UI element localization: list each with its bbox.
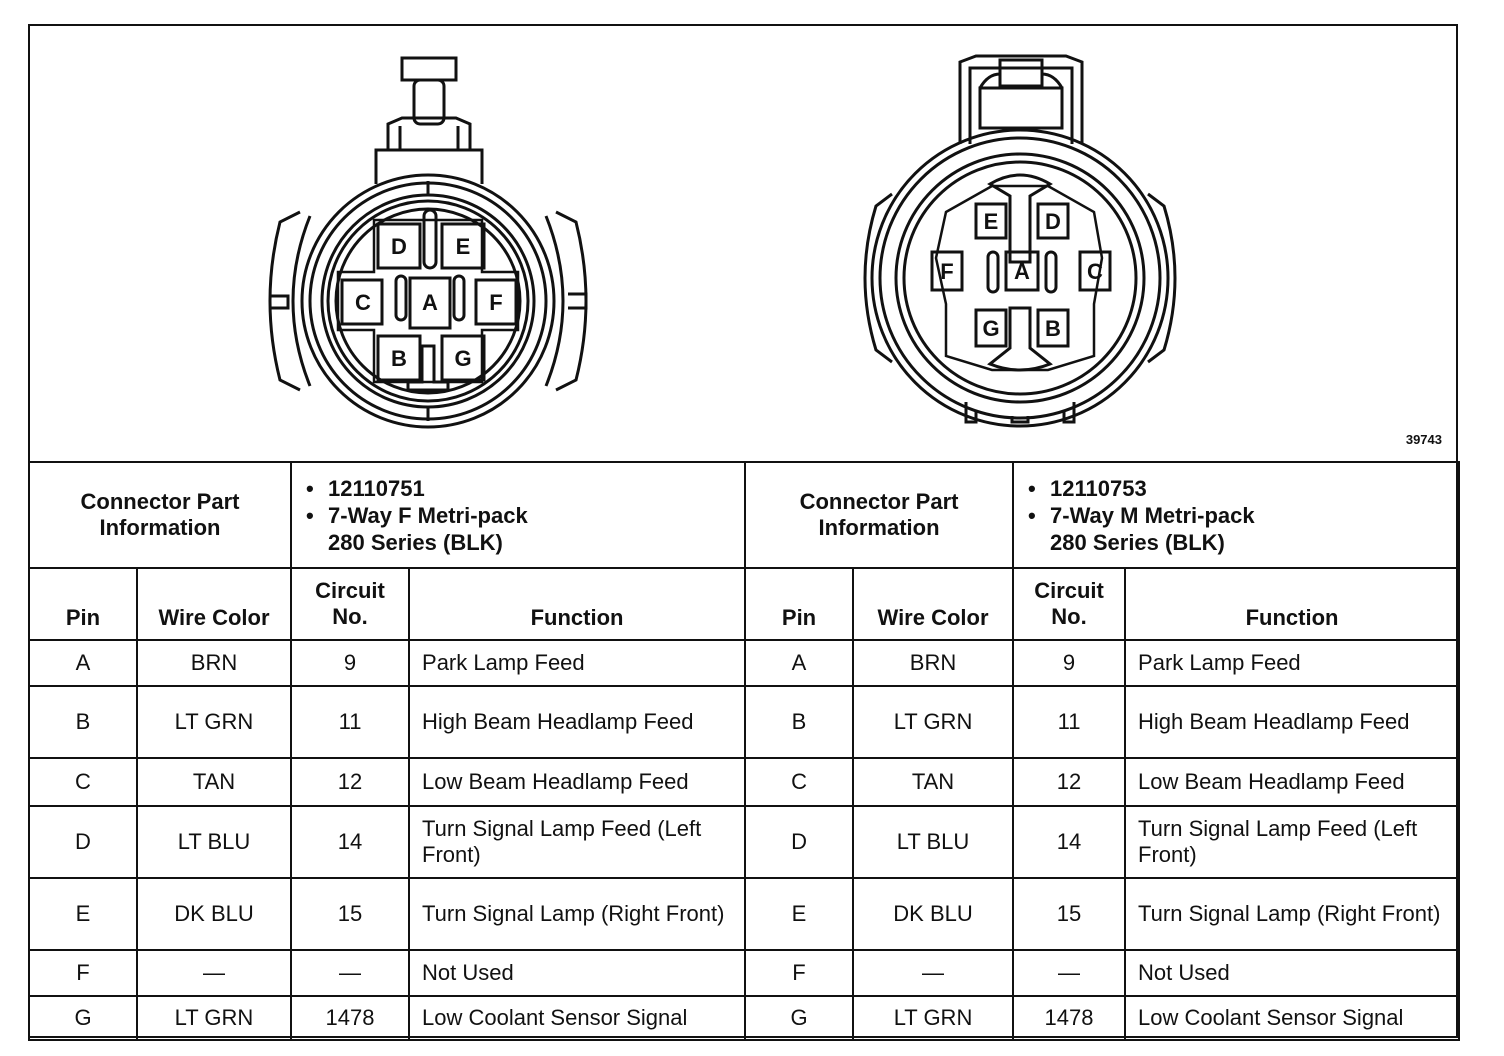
right-circuit-header: Circuit No. bbox=[1013, 568, 1125, 640]
left-circuit-cell: 11 bbox=[291, 686, 409, 758]
male-cavity-label: D bbox=[1045, 209, 1061, 234]
female-cavity-label: D bbox=[391, 234, 407, 259]
right-pin-cell: G bbox=[745, 996, 853, 1040]
left-pin-cell: D bbox=[29, 806, 137, 878]
left-pin-cell: G bbox=[29, 996, 137, 1040]
pinout-table-row bbox=[29, 878, 1459, 950]
left-pin-cell: E bbox=[29, 878, 137, 950]
left-function-cell: High Beam Headlamp Feed bbox=[409, 686, 745, 758]
right-wire-color-cell: — bbox=[853, 950, 1013, 996]
male-cavity-label: A bbox=[1014, 259, 1030, 284]
left-part-description: • 7-Way F Metri-pack bbox=[328, 502, 736, 529]
male-connector-drawing bbox=[865, 56, 1175, 426]
right-wire-color-cell: LT BLU bbox=[853, 806, 1013, 878]
right-part-series: 280 Series (BLK) bbox=[1050, 529, 1225, 555]
left-part-series: 280 Series (BLK) bbox=[328, 529, 503, 555]
pinout-table-row bbox=[29, 686, 1459, 758]
right-function-header: Function bbox=[1125, 568, 1459, 640]
left-pin-cell: C bbox=[29, 758, 137, 806]
right-function-cell: Low Coolant Sensor Signal bbox=[1125, 996, 1459, 1040]
right-function-cell: Turn Signal Lamp Feed (Left Front) bbox=[1125, 806, 1459, 878]
left-circuit-cell: 15 bbox=[291, 878, 409, 950]
female-cavity-label: F bbox=[489, 290, 503, 315]
right-wire-color-cell: TAN bbox=[853, 758, 1013, 806]
right-pin-header: Pin bbox=[745, 568, 853, 640]
right-circuit-cell: — bbox=[1013, 950, 1125, 996]
male-cavity-label: C bbox=[1087, 259, 1103, 284]
right-function-cell: Turn Signal Lamp (Right Front) bbox=[1125, 878, 1459, 950]
female-connector-drawing bbox=[270, 58, 586, 427]
left-connector-part-info bbox=[291, 462, 745, 568]
right-function-cell: Park Lamp Feed bbox=[1125, 640, 1459, 686]
right-wire-color-header: Wire Color bbox=[853, 568, 1013, 640]
right-connector-info-label: Connector Part Information bbox=[745, 462, 1013, 568]
pinout-table-row bbox=[29, 640, 1459, 686]
left-function-cell: Turn Signal Lamp Feed (Left Front) bbox=[409, 806, 745, 878]
right-circuit-cell: 15 bbox=[1013, 878, 1125, 950]
right-circuit-cell: 14 bbox=[1013, 806, 1125, 878]
left-wire-color-cell: LT GRN bbox=[137, 996, 291, 1040]
male-cavity-label: F bbox=[940, 259, 954, 284]
left-circuit-cell: 1478 bbox=[291, 996, 409, 1040]
left-circuit-cell: 14 bbox=[291, 806, 409, 878]
male-cavity-label: B bbox=[1045, 316, 1061, 341]
left-wire-color-cell: DK BLU bbox=[137, 878, 291, 950]
right-part-number: • 12110753 bbox=[1050, 475, 1450, 502]
left-function-cell: Low Coolant Sensor Signal bbox=[409, 996, 745, 1040]
right-wire-color-cell: BRN bbox=[853, 640, 1013, 686]
left-connector-info-label: Connector Part Information bbox=[29, 462, 291, 568]
right-circuit-cell: 11 bbox=[1013, 686, 1125, 758]
column-header-row bbox=[29, 568, 1459, 640]
right-circuit-cell: 1478 bbox=[1013, 996, 1125, 1040]
right-circuit-cell: 12 bbox=[1013, 758, 1125, 806]
left-wire-color-cell: LT BLU bbox=[137, 806, 291, 878]
left-wire-color-cell: BRN bbox=[137, 640, 291, 686]
connector-chart bbox=[28, 24, 1458, 1038]
right-pin-cell: F bbox=[745, 950, 853, 996]
right-pin-cell: A bbox=[745, 640, 853, 686]
left-pin-header: Pin bbox=[29, 568, 137, 640]
figure-reference-number: 39743 bbox=[1405, 432, 1442, 447]
right-wire-color-cell: LT GRN bbox=[853, 996, 1013, 1040]
left-wire-color-header: Wire Color bbox=[137, 568, 291, 640]
pinout-table-row bbox=[29, 950, 1459, 996]
left-function-cell: Low Beam Headlamp Feed bbox=[409, 758, 745, 806]
female-cavity-label: B bbox=[391, 346, 407, 371]
right-pin-cell: B bbox=[745, 686, 853, 758]
left-function-cell: Park Lamp Feed bbox=[409, 640, 745, 686]
male-cavity-label: E bbox=[983, 209, 999, 234]
right-pin-cell: C bbox=[745, 758, 853, 806]
left-wire-color-cell: — bbox=[137, 950, 291, 996]
pinout-table-row bbox=[29, 996, 1459, 1040]
left-pin-cell: F bbox=[29, 950, 137, 996]
right-wire-color-cell: LT GRN bbox=[853, 686, 1013, 758]
male-cavity-label: G bbox=[982, 316, 1000, 341]
connector-info-row bbox=[29, 462, 1459, 568]
left-function-cell: Not Used bbox=[409, 950, 745, 996]
pinout-table bbox=[28, 461, 1460, 1041]
female-cavity-label: G bbox=[454, 346, 472, 371]
right-pin-cell: E bbox=[745, 878, 853, 950]
right-part-description: • 7-Way M Metri-pack bbox=[1050, 502, 1450, 529]
right-function-cell: High Beam Headlamp Feed bbox=[1125, 686, 1459, 758]
left-part-number: • 12110751 bbox=[328, 475, 736, 502]
connector-diagram-area bbox=[30, 26, 1456, 462]
left-function-header: Function bbox=[409, 568, 745, 640]
left-wire-color-cell: TAN bbox=[137, 758, 291, 806]
left-pin-cell: A bbox=[29, 640, 137, 686]
female-cavity-label: C bbox=[355, 290, 371, 315]
right-circuit-cell: 9 bbox=[1013, 640, 1125, 686]
right-pin-cell: D bbox=[745, 806, 853, 878]
left-circuit-header: Circuit No. bbox=[291, 568, 409, 640]
right-connector-part-info bbox=[1013, 462, 1459, 568]
female-cavity-label: E bbox=[455, 234, 471, 259]
left-function-cell: Turn Signal Lamp (Right Front) bbox=[409, 878, 745, 950]
right-function-cell: Not Used bbox=[1125, 950, 1459, 996]
pinout-table-row bbox=[29, 758, 1459, 806]
left-circuit-cell: — bbox=[291, 950, 409, 996]
left-pin-cell: B bbox=[29, 686, 137, 758]
right-function-cell: Low Beam Headlamp Feed bbox=[1125, 758, 1459, 806]
left-circuit-cell: 12 bbox=[291, 758, 409, 806]
left-wire-color-cell: LT GRN bbox=[137, 686, 291, 758]
left-circuit-cell: 9 bbox=[291, 640, 409, 686]
connector-drawings bbox=[30, 26, 1456, 462]
female-cavity-label: A bbox=[422, 290, 438, 315]
right-wire-color-cell: DK BLU bbox=[853, 878, 1013, 950]
pinout-table-row bbox=[29, 806, 1459, 878]
